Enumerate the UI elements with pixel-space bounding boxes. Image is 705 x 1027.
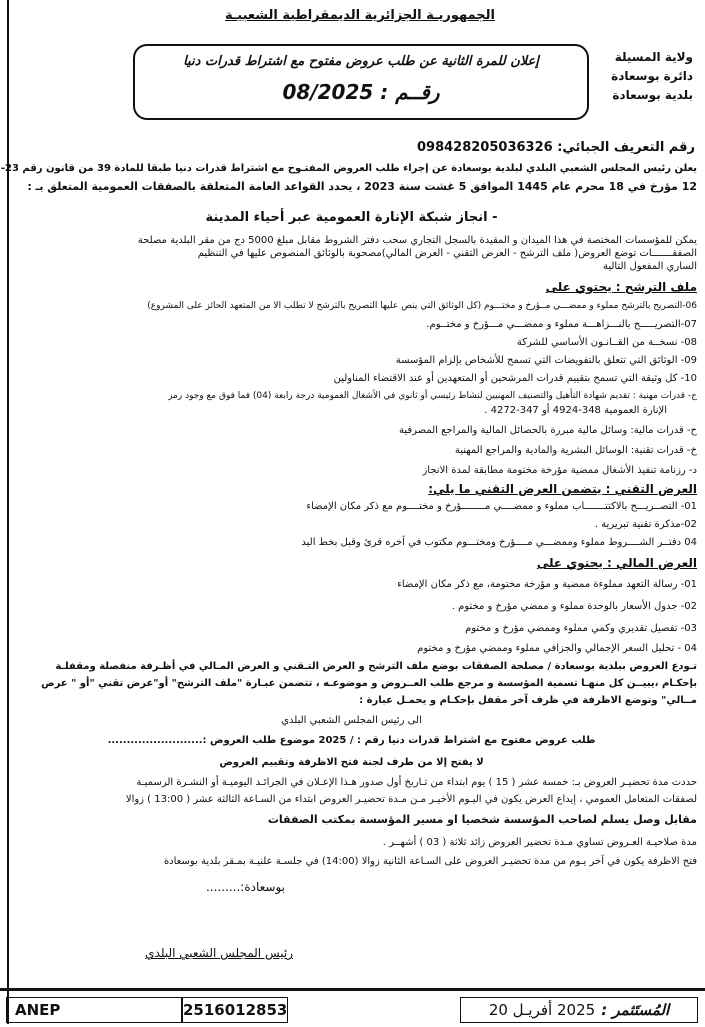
candidacy-item: 07-التصريـــــح بالنـــزاهـــة مملوء و ممضـــي مـــؤرخ و مختــوم.	[426, 319, 697, 330]
financial-item: 02- جدول الأسعار بالوحدة مملوء و ممضي مؤرخ و مختوم .	[451, 601, 697, 612]
deadline-line-2: لصفقات المتعامل العمومي ، إيداع العرض يكون في اليـوم الأخيـر مـن مـدة تحضيـر العروض ابتداء من السـاعة الثالثة عشر ( 13:00 ) زوالا	[125, 794, 697, 805]
candidacy-item: 10- كل وثيقة التي تسمح بتقييم قدرات المرشحين أو المتعهدين أو عند الاقتضاء المناولين	[333, 373, 697, 384]
wilaya-label: ولاية المسيلة	[614, 50, 693, 64]
deadline-line-4: مدة صلاحيـة العـروض تساوي مـدة تحضير العروض زائد ثلاثة ( 03 ) أشهــر .	[382, 837, 697, 848]
deadline-line-1: حددت مدة تحضيـر العروض بـ: خمسة عشر ( 15 ) يوم ابتداء من تـاريخ أول صدور هـذا الإعـلان في الجرائـد اليوميـة أو النشـرة الرسميـة	[136, 777, 697, 788]
candidacy-item: 08- نسخــة من القــانـون الأساسي للشركة	[516, 337, 697, 348]
footer-bar	[0, 988, 705, 1027]
financial-item: 04 - تحليل السعر الإجمالي والجزافي مملوء وممضي مؤرخ و مختوم	[417, 643, 697, 654]
candidacy-item: 09- الوثائق التي تتعلق بالتفويضات التي تسمح للأشخاص بإلزام المؤسسة	[395, 355, 697, 366]
technical-item: 01- التصــريـــح بالاكتتـــــــاب مملوء و ممضــــي مــــــــؤرخ و مختــــوم مع ذكر مكان الإمضاء	[306, 501, 697, 512]
availability-line-2: الصفقـــــــات توضع العروض( ملف الترشح - العرض التقني - العرض المالي)مصحوبة بالوثائق المنصوص عليها في التنظيم	[197, 248, 697, 259]
candidacy-item: الإنارة العمومية 348-4924 أو 347-4272 .	[484, 405, 667, 416]
republic-title: الجمهوريـة الجزائرية الديمقراطية الشعبيـة	[224, 8, 496, 23]
availability-line-1: يمكن للمؤسسات المختصة في هذا الميدان و المقيدة بالسجل التجاري سحب دفتر الشروط مقابل مبلغ 5000 دج من مقر البلدية مصلحة	[137, 235, 697, 246]
financial-heading: العرض المالي : يحتوي على	[536, 556, 697, 570]
notice-title-box	[133, 44, 589, 120]
footer-date: 2025 أفريـل 20	[488, 1001, 596, 1019]
footer-newspaper: المُستَثمر :	[601, 1001, 670, 1019]
candidacy-item: ح- قدرات مالية: وسائل مالية مبررة بالحصائل المالية والمراجع المصرفية	[399, 425, 697, 436]
envelope-warning: لا يفتح إلا من طرف لجنة فتح الاظرفة وتقييم العروض	[219, 757, 484, 768]
deposit-line-2: بإحكـام ،يبيــن كل منهـا تسمية المؤسسة و مرجع طلب العــروض و موضوعـه ، تتضمن عبـارة "ملف الترشح" أو"عرض تقني "أو " عرض	[41, 678, 697, 689]
technical-item: 02-مذكرة تقنية تبريرية .	[594, 519, 697, 530]
signatory: رئيس المجلس الشعبي البلدي	[145, 946, 293, 960]
notice-title: إعلان للمرة الثانية عن طلب عروض مفتوح مع اشتراط قدرات دنيا	[183, 54, 539, 69]
candidacy-item: ج- قدرات مهنية : تقديم شهادة التأهيل والتصنيف المهنيين لنشاط رئيسي أو ثانوي في الأشغال العمومية درجة رابعة (04) فما فوق مع وجود رمز	[168, 391, 697, 401]
notice-number: رقــم : 08/2025	[282, 80, 440, 104]
technical-heading: العرض التقني : يتضمن العرض التقني ما يلي:	[428, 482, 697, 496]
intro-line-2: 12 مؤرخ في 18 محرم عام 1445 الموافق 5 غشت سنة 2023 ، يحدد القواعد العامة المتعلقة بالصفقات العمومية المتعلق بـ :	[27, 180, 697, 193]
sign-place: بوسعادة:.........	[205, 880, 285, 894]
footer-code: 2516012853	[182, 997, 288, 1023]
footer-agency: ANEP	[6, 997, 182, 1023]
financial-item: 01- رسالة التعهد مملوءة ممضية و مؤرخة مختومة، مع ذكر مكان الإمضاء	[397, 579, 697, 590]
footer-publication	[460, 997, 698, 1023]
baladia-label: بلدية بوسعادة	[612, 88, 693, 102]
candidacy-item: 06-التصريح بالترشح مملوء و ممضـــي مــؤرخ و مختـــوم (كل الوثائق التي ينص عليها التصريح بالترشح لا تطلب الا من المتعهد الحائز على المشروع)	[147, 301, 697, 311]
daira-label: دائرة بوسعادة	[611, 69, 693, 83]
envelope-recipient: الى رئيس المجلس الشعبي البلدي	[281, 715, 422, 726]
deadline-line-3: مقابل وصل يسلم لصاحب المؤسسة شخصيا او مسير المؤسسة بمكتب الصفقات	[267, 813, 697, 826]
availability-line-3: الساري المفعول التالية	[602, 261, 697, 272]
candidacy-item: خ- قدرات تقنية: الوسائل البشرية والمادية والمراجع المهنية	[454, 445, 697, 456]
deposit-line-3: مــالي" وتوضع الاظرفة في ظرف آخر مقفل بإحكـام و يحمـل عبارة :	[359, 695, 697, 706]
deposit-line-1: تـودع العروض ببلدية بوسعادة / مصلحة الصفقات بوضع ملف الترشح و العرض التـقني و العرض المـالي في أظـرفة منفصلة ومقفلـة	[55, 661, 697, 672]
technical-item: 04 دفتــر الشــــروط مملوء وممضـــي مــــؤرخ ومختـــوم مكتوب في آخره قرئ وقبل بخط اليد	[301, 537, 697, 548]
envelope-reference: طلب عروض مفتوح مع اشتراط قدرات دنيا رقم : / 2025 موضوع طلب العروض :.........................	[107, 735, 596, 746]
deadline-line-5: فتح الاظرفة يكون في آخر يـوم من مدة تحضيـر العروض على السـاعة الثانية زوالا (14:00) في جلسـة علنيـة بمـقر بلدية بوسعادة	[163, 856, 697, 867]
tax-id: رقم التعريف الجبائي: 098428205036326	[416, 140, 695, 155]
authority-block	[611, 48, 693, 105]
intro-line-1: يعلن رئيس المجلس الشعبي البلدي لبلدية بوسعادة عن إجراء طلب العروض المفتـوح مع اشتراط قدرات دنيا طبقا للمادة 39 من قانون رقم 23-	[0, 163, 697, 174]
candidacy-item: د- رزنامة تنفيذ الأشغال ممضية مؤرخة مختومة مطابقة لمدة الانجاز	[422, 465, 697, 476]
project-title: - انجاز شبكة الإنارة العمومية عبر أحياء المدينة	[205, 210, 498, 225]
financial-item: 03- تفصيل تقديري وكمي مملوء وممضي مؤرخ و مختوم	[465, 623, 697, 634]
candidacy-heading: ملف الترشح : يحتوي على	[545, 280, 697, 294]
